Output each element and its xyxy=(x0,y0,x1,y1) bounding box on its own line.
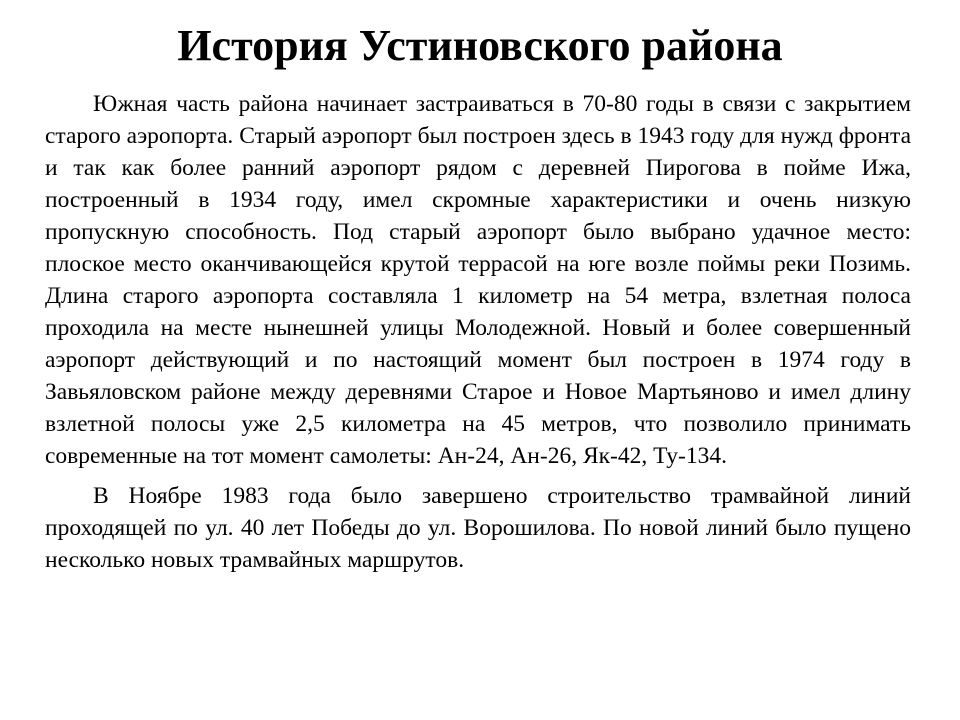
slide-title: История Устиновского района xyxy=(177,21,783,70)
paragraph-airport-history: Южная часть района начинает застраиваться в 70-80 годы в связи с закрытием старого аэропорта. Старый аэропорт был построен здесь в 1943 году для нужд фронта и так как более ранний аэропорт рядом с деревней Пирогова в пойме Ижа, построенный в 1934 году, имел скромные характеристики и очень низкую пропускную способность. Под старый аэропорт было выбрано удачное место: плоское место оканчивающейся крутой террасой на юге возле поймы реки Позимь. Длина старого аэропорта составляла 1 километр на 54 метра, взлетная полоса проходила на месте нынешней улицы Молодежной. Новый и более совершенный аэропорт действующий и по настоящий момент был построен в 1974 году в Завьяловском районе между деревнями Старое и Новое Мартьяново и имел длину взлетной полосы уже 2,5 километра на 45 метров, что позволило принимать современные на тот момент самолеты: Ан-24, Ан-26, Як-42, Ту-134. xyxy=(45,91,911,469)
paragraph-tram-line: В Ноябре 1983 года было завершено строительство трамвайной линий проходящей по ул. 40 лет Победы до ул. Ворошилова. По новой линий было пущено несколько новых трамвайных маршрутов. xyxy=(45,483,911,573)
slide-body xyxy=(45,88,911,576)
